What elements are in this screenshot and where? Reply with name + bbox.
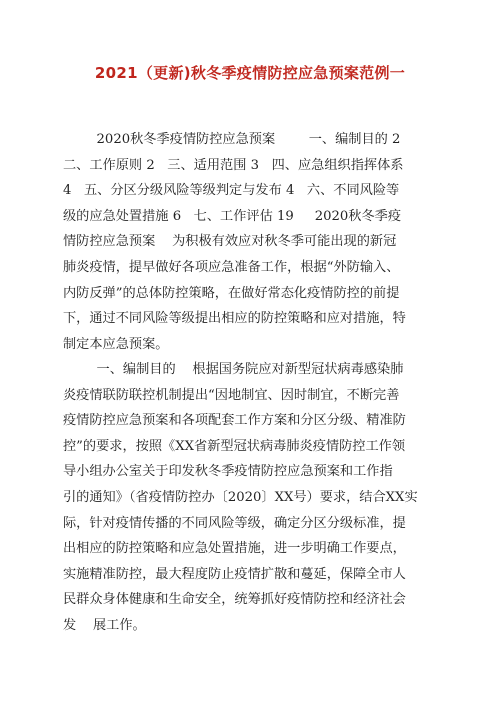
text-line: 导小组办公室关于印发秋冬季疫情防控应急预案和工作指 xyxy=(63,464,393,480)
text-line: 制定本应急预案。 xyxy=(63,336,169,352)
paragraph-2 xyxy=(63,357,436,639)
text-line: 情防控应急预案 为积极有效应对秋冬季可能出现的新冠 xyxy=(63,234,397,250)
text-line: 一、编制目的 根据国务院应对新型冠状病毒感染肺 xyxy=(63,362,404,377)
text-line: 下，通过不同风险等级提出相应的防控策略和应对措施，特 xyxy=(63,311,406,327)
text-line: 引的通知》（省疫情防控办〔2020〕XX号）要求，结合XX实 xyxy=(63,489,418,505)
text-line: 疫情防控应急预案和各项配套工作方案和分区分级、精准防 xyxy=(63,413,406,429)
text-line: 控”的要求，按照《XX省新型冠状病毒肺炎疫情防控工作领 xyxy=(63,438,406,454)
text-line: 民群众身体健康和生命安全，统筹抓好疫情防控和经济社会 xyxy=(63,592,406,608)
document-title: 2021（更新)秋冬季疫情防控应急预案范例一 xyxy=(94,64,406,82)
text-line: 发 展工作。 xyxy=(63,617,146,633)
text-line: 炎疫情联防联控机制提出“因地制宜、因时制宜，不断完善 xyxy=(63,387,400,403)
text-line: 二、工作原则 2 三、适用范围 3 四、应急组织指挥体系 xyxy=(63,157,404,173)
text-line: 实施精准防控，最大程度防止疫情扩散和蔓延，保障全市人 xyxy=(63,566,406,582)
text-line: 4 五、分区分级风险等级判定与发布 4 六、不同风险等 xyxy=(63,183,400,199)
text-line: 出相应的防控策略和应急处置措施，进一步明确工作要点， xyxy=(63,541,406,557)
paragraph-1 xyxy=(63,127,436,357)
text-line: 2020秋冬季疫情防控应急预案 一、编制目的 2 xyxy=(63,132,401,147)
text-line: 级的应急处置措施 6 七、工作评估 19 2020秋冬季疫 xyxy=(63,208,402,224)
text-line: 际，针对疫情传播的不同风险等级，确定分区分级标准，提 xyxy=(63,515,406,531)
text-line: 内防反弹”的总体防控策略，在做好常态化疫情防控的前提 xyxy=(63,285,400,301)
text-line: 肺炎疫情，提早做好各项应急准备工作，根据“外防输入、 xyxy=(63,259,400,275)
